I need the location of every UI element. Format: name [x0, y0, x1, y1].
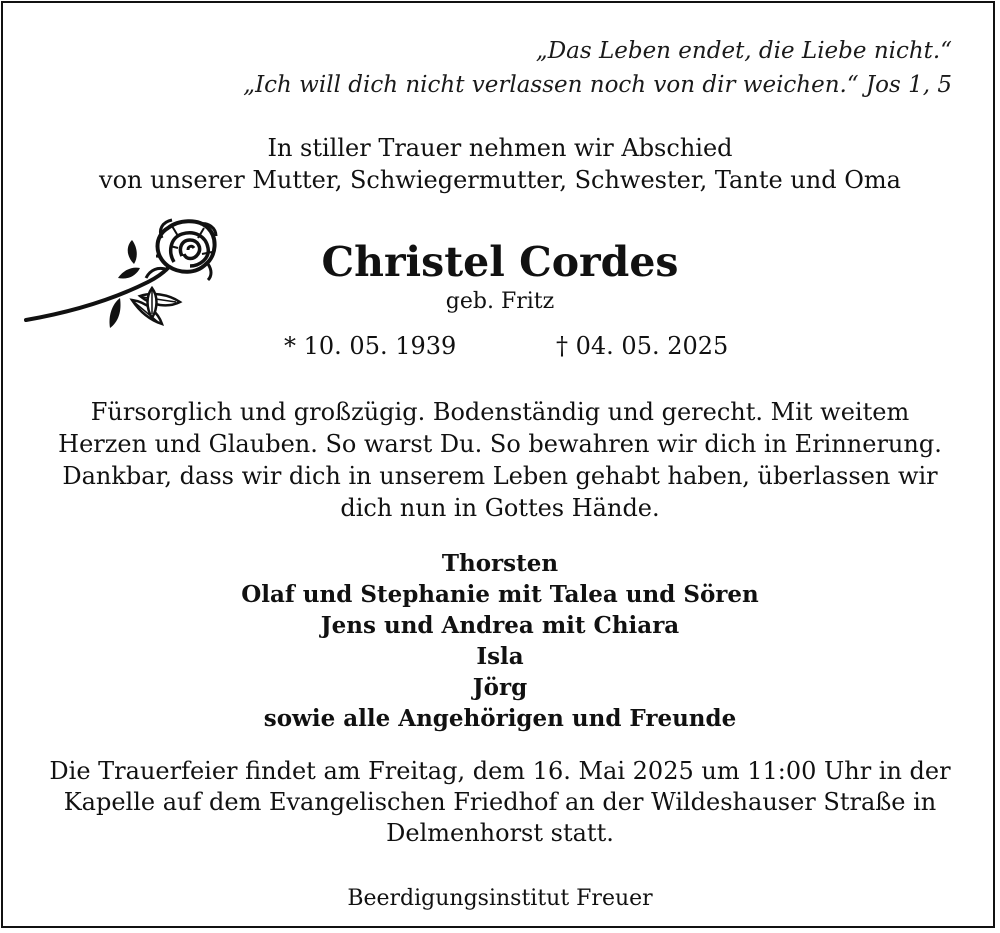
death-date: † 04. 05. 2025	[556, 332, 729, 360]
tribute-line: Fürsorglich und großzügig. Bodenständig und gerecht. Mit weitem	[90, 398, 910, 426]
ceremony-info	[0, 756, 1000, 849]
mourner: Jens und Andrea mit Chiara	[320, 612, 680, 639]
ceremony-line: Die Trauerfeier findet am Freitag, dem 16. Mai 2025 um 11:00 Uhr in der	[49, 757, 951, 785]
intro-text	[0, 132, 1000, 196]
ceremony-line: Kapelle auf dem Evangelischen Friedhof an der Wildeshauser Straße in	[63, 788, 937, 816]
tribute-line: Dankbar, dass wir dich in unserem Leben gehabt haben, überlassen wir	[62, 462, 938, 490]
mourner: Thorsten	[441, 550, 559, 577]
bible-quote	[243, 34, 952, 102]
birth-date: * 10. 05. 1939	[284, 332, 457, 360]
deceased-name: Christel Cordes	[321, 238, 679, 286]
mourners-list	[0, 548, 1000, 734]
mourner: Isla	[476, 643, 524, 670]
quote-line-2: „Ich will dich nicht verlassen noch von dir weichen.“ Jos 1, 5	[243, 72, 952, 98]
tribute-line: Herzen und Glauben. So warst Du. So bewahren wir dich in Erinnerung.	[58, 430, 942, 458]
mourner: sowie alle Angehörigen und Freunde	[263, 705, 737, 732]
quote-line-1: „Das Leben endet, die Liebe nicht.“	[535, 38, 952, 64]
maiden-name: geb. Fritz	[445, 289, 555, 314]
ceremony-line: Delmenhorst statt.	[386, 819, 614, 847]
tribute-text	[0, 396, 1000, 524]
intro-line-1: In stiller Trauer nehmen wir Abschied	[267, 134, 733, 162]
tribute-line: dich nun in Gottes Hände.	[340, 494, 660, 522]
mourner: Jörg	[472, 674, 528, 701]
mourner: Olaf und Stephanie mit Talea und Sören	[241, 581, 759, 608]
intro-line-2: von unserer Mutter, Schwiegermutter, Schwester, Tante und Oma	[99, 166, 901, 194]
undertaker: Beerdigungsinstitut Freuer	[347, 886, 653, 911]
